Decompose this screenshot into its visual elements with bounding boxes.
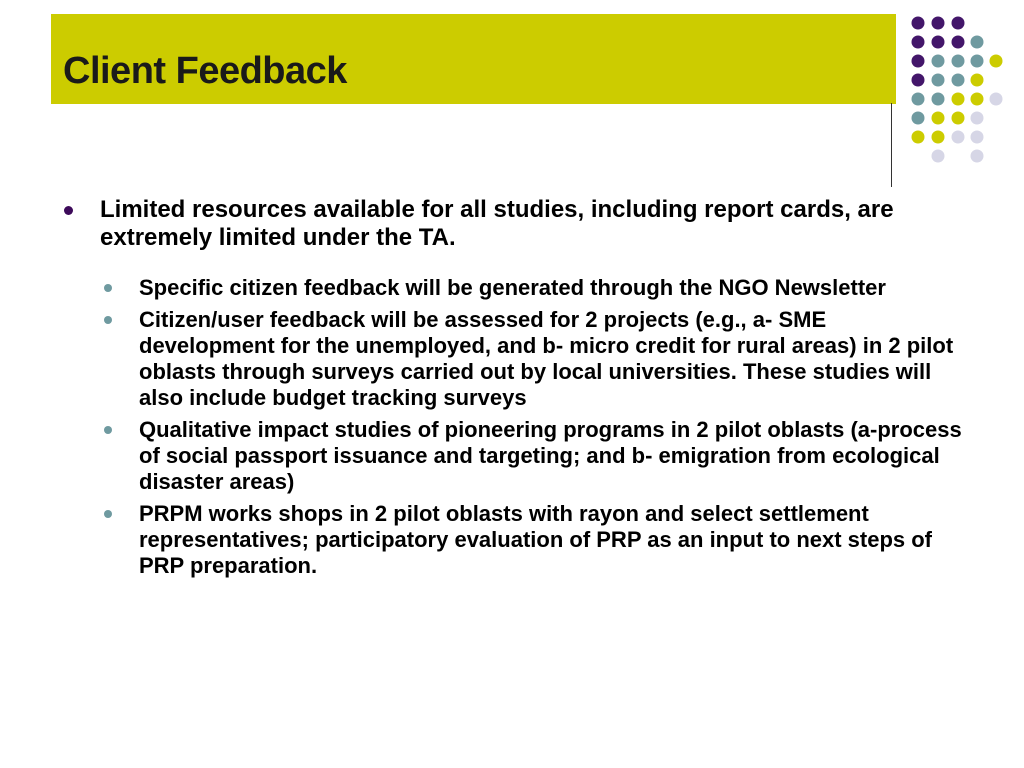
decor-dot xyxy=(971,36,984,49)
bullet-dot-icon xyxy=(104,510,112,518)
decor-dot xyxy=(952,36,965,49)
decor-dot xyxy=(932,131,945,144)
bullet-level2 xyxy=(62,417,962,495)
slide-body xyxy=(62,196,962,585)
bullet-level2-text: PRPM works shops in 2 pilot oblasts with rayon and select settlement representatives; participatory evaluation of PRP as an input to next steps of PRP preparation. xyxy=(139,501,933,578)
decor-dot xyxy=(932,36,945,49)
bullet-level2-text: Specific citizen feedback will be generated through the NGO Newsletter xyxy=(139,275,886,300)
bullet-dot-icon xyxy=(104,426,112,434)
decor-dot xyxy=(932,55,945,68)
decor-dot xyxy=(932,17,945,30)
decor-dot xyxy=(912,93,925,106)
decor-dot xyxy=(952,17,965,30)
bullet-dot-icon xyxy=(104,316,112,324)
decor-dot xyxy=(912,55,925,68)
decor-dot xyxy=(912,74,925,87)
decor-dot xyxy=(952,112,965,125)
bullet-dot-icon xyxy=(104,284,112,292)
decor-dot xyxy=(912,131,925,144)
decor-dot xyxy=(932,74,945,87)
decor-dot xyxy=(952,131,965,144)
bullet-dot-icon xyxy=(64,206,73,215)
sub-bullet-list xyxy=(62,275,962,579)
decor-dot xyxy=(971,93,984,106)
slide-title: Client Feedback xyxy=(63,50,347,92)
decor-dot xyxy=(971,112,984,125)
bullet-level2 xyxy=(62,275,962,301)
title-divider-line xyxy=(891,103,892,187)
decor-dot xyxy=(971,150,984,163)
decor-dot xyxy=(932,93,945,106)
decor-dot xyxy=(971,74,984,87)
decor-dot xyxy=(971,131,984,144)
bullet-level2-text: Qualitative impact studies of pioneering programs in 2 pilot oblasts (a-process of social passport issuance and targeting; and b- emigration from ecological disaster areas) xyxy=(139,417,962,494)
bullet-level1 xyxy=(62,196,962,252)
decor-dot xyxy=(952,74,965,87)
decor-dot xyxy=(971,55,984,68)
decor-dot xyxy=(952,55,965,68)
bullet-level2 xyxy=(62,501,962,579)
bullet-level1-text: Limited resources available for all studies, including report cards, are extremely limited under the TA. xyxy=(100,196,894,251)
bullet-level2-text: Citizen/user feedback will be assessed for 2 projects (e.g., a- SME development for the unemployed, and b- micro credit for rural areas) in 2 pilot oblasts through surveys carried out by local universities. These studies will also include budget tracking surveys xyxy=(139,307,954,410)
decor-dot xyxy=(952,93,965,106)
decor-dot xyxy=(912,36,925,49)
decor-dot xyxy=(932,112,945,125)
decor-dot xyxy=(932,150,945,163)
decor-dot xyxy=(990,55,1003,68)
decor-dot xyxy=(990,93,1003,106)
decor-dot xyxy=(912,17,925,30)
bullet-level2 xyxy=(62,307,962,411)
decor-dot xyxy=(912,112,925,125)
